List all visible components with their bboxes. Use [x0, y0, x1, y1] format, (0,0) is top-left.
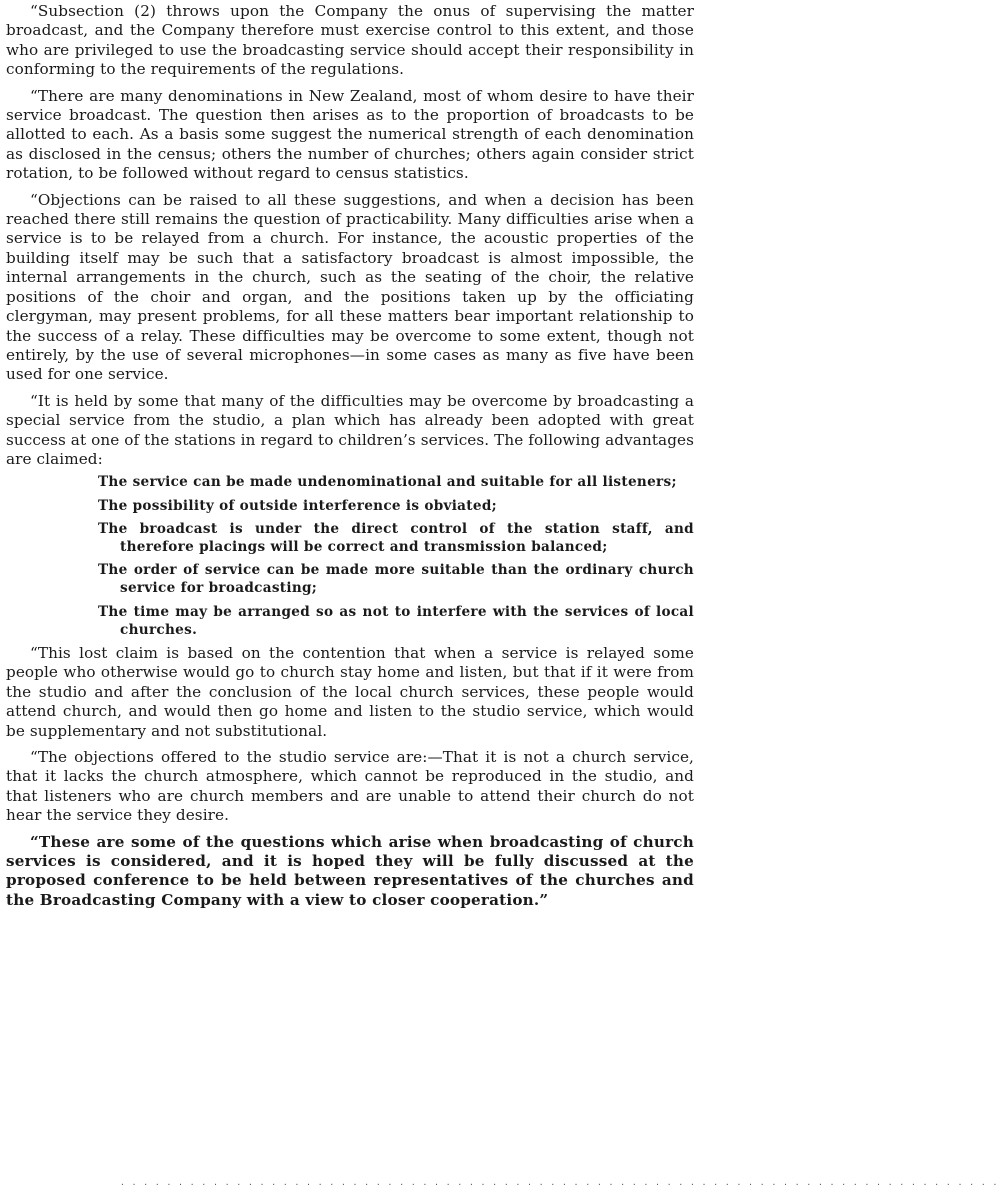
list-item: The possibility of outside interference is obviated; — [98, 497, 497, 514]
decorative-dotted-rule: · · · · · · · · · · · · · · · · · · · · · · · · · · · · · · · · · · · · · · · · · · · · · · · · · · · · · · · · · · · · · · · · · · · · · · · · · · · · — [120, 1180, 998, 1189]
claimed-advantages-list — [98, 473, 694, 639]
paragraph-studio-service: “It is held by some that many of the difficulties may be overcome by broadcasting a special service from the studio, a plan which has already been adopted with great success at one of the stations in regard to children’s services. The following advantages are claimed: — [6, 391, 694, 468]
paragraph-last-claim: “This lost claim is based on the contention that when a service is relayed some people who otherwise would go to church stay home and listen, but that if it were from the studio and after the conclusion of the local church services, these people would attend church, and would then go home and listen to the studio service, which would be supplementary and not substitutional. — [6, 643, 694, 740]
list-item: The broadcast is under the direct control of the station staff, and therefore placings will be correct and transmission balanced; — [98, 520, 694, 555]
document-page — [6, 2, 694, 917]
list-item: The time may be arranged so as not to interfere with the services of local churches. — [98, 603, 694, 638]
paragraph-denominations: “There are many denominations in New Zealand, most of whom desire to have their service broadcast. The question then arises as to the proportion of broadcasts to be allotted to each. As a basis some suggest the numerical strength of each denomination as disclosed in the census; others the number of churches; others again consider strict rotation, to be followed without regard to census statistics. — [6, 86, 694, 183]
paragraph-supervision: “Subsection (2) throws upon the Company the onus of supervising the matter broadcast, and the Company therefore must exercise control to this extent, and those who are privileged to use the broadcasting service should accept their responsibility in conforming to the requirements of the regulations. — [6, 2, 694, 79]
paragraph-objections: “Objections can be raised to all these suggestions, and when a decision has been reached there still remains the question of practicability. Many difficulties arise when a service is to be relayed from a church. For instance, the acoustic properties of the building itself may be such that a satisfactory broadcast is almost impossible, the internal arrangements in the church, such as the seating of the choir, the relative positions of the choir and organ, and the positions taken up by the officiating clergyman, may present problems, for all these matters bear important relationship to the success of a relay. These difficulties may be overcome to some extent, though not entirely, by the use of several microphones—in some cases as many as five have been used for one service. — [6, 190, 694, 384]
paragraph-conclusion: “These are some of the questions which arise when broadcasting of church services is considered, and it is hoped they will be fully discussed at the proposed conference to be held between representatives of the churches and the Broadcasting Company with a view to closer cooperation.” — [6, 832, 694, 909]
list-item: The order of service can be made more suitable than the ordinary church service for broadcasting; — [98, 562, 694, 597]
list-item: The service can be made undenominational and suitable for all listeners; — [98, 474, 677, 491]
paragraph-objections-studio: “The objections offered to the studio service are:—That it is not a church service, that it lacks the church atmosphere, which cannot be reproduced in the studio, and that listeners who are church members and are unable to attend their church do not hear the service they desire. — [6, 748, 694, 825]
